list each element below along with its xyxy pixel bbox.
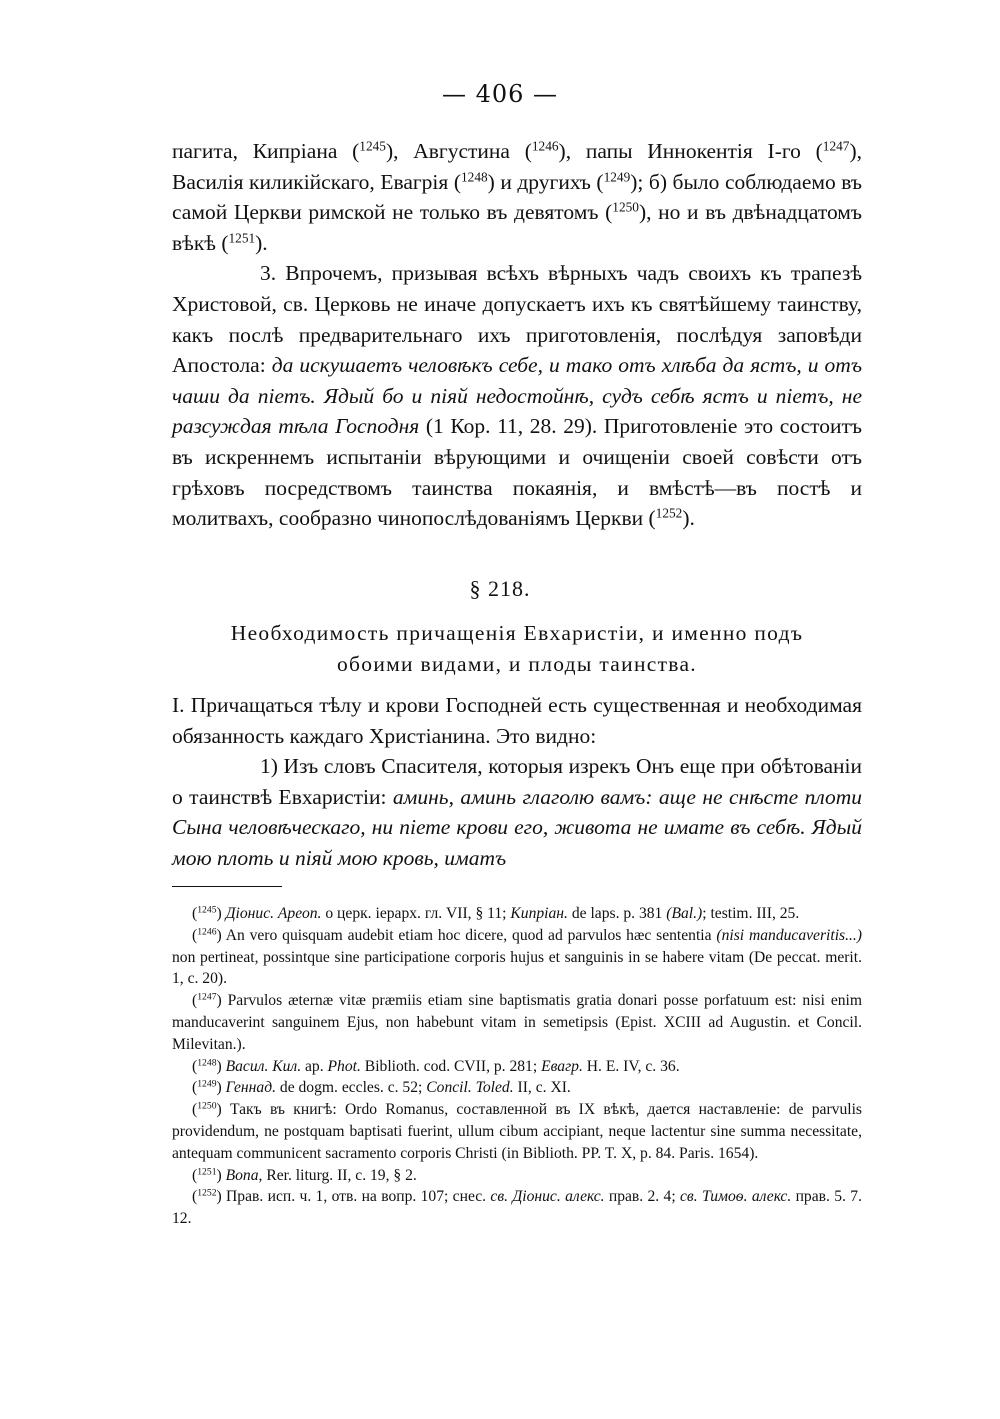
italic-text: Діонис. Ареоп. — [225, 905, 322, 922]
text-run: non pertineat, possintque sine participatione corporis hujus et sanguinis in se habere vitam (De peccat. merit. 1, c. 20). — [172, 948, 862, 988]
text-run: de dogm. eccles. c. 52; — [276, 1079, 427, 1097]
footnote-ref: 1245 — [197, 904, 217, 916]
section-number: § 218. — [469, 576, 531, 601]
footnote-1249 — [172, 1077, 862, 1099]
italic-text: Bona, — [225, 1166, 263, 1184]
text-run: ( — [192, 926, 198, 944]
text-run: ) — [216, 905, 226, 922]
footnote-ref: 1249 — [603, 169, 631, 185]
text-run: прав. 5. 7. 12. — [172, 1188, 862, 1228]
footnotes — [172, 903, 862, 1230]
text-run: Biblioth. cod. CVII, p. 281; — [360, 1057, 542, 1075]
footnote-ref: 1249 — [197, 1079, 217, 1091]
text-run: ), папы Иннокентія I-го ( — [558, 139, 823, 163]
text-run: ) — [216, 1057, 226, 1075]
page-number: — 406 — — [441, 80, 559, 108]
italic-text: Евагр. — [541, 1057, 583, 1075]
text-run: прав. 2. 4; — [604, 1188, 681, 1206]
italic-text: (nisi manducaveritis...) — [716, 926, 863, 944]
text-run: ) Parvulos æternæ vitæ præmiis etiam sine baptismatis gratia donari posse porfatuum est: nisi enim manducaverint sanguinem Ejus, non habebunt vitam in semetipsis (Epist. XCIII ad Augustin. et Concil. Milevitan.). — [172, 992, 862, 1053]
text-run: ( — [192, 1101, 198, 1119]
text-run: ) — [216, 1166, 226, 1184]
text-run: Rer. liturg. II, c. 19, § 2. — [262, 1166, 417, 1184]
text-run: ap. — [301, 1057, 328, 1075]
section-title-line-2: обоими видами, и плоды таинства. — [337, 652, 697, 676]
text-run: de laps. p. 381 — [567, 905, 667, 922]
text-run: ( — [192, 1166, 198, 1184]
footnote-ref: 1251 — [197, 1166, 217, 1178]
text-run: ) и другихъ ( — [487, 169, 604, 194]
italic-text: св. Діонис. алекс. — [490, 1188, 605, 1206]
footnote-ref: 1247 — [197, 991, 217, 1003]
text-run: (1 Кор. 11, 28. 29). Приготовленіе это состоитъ въ искреннемъ испытаніи вѣрующими и очищеніи своей совѣсти отъ грѣховъ посредствомъ таинства покаянія, и вмѣстѣ—въ постѣ и молитвахъ, сообразно чинопослѣдованіямъ Церкви ( — [172, 414, 862, 531]
footnote-ref: 1248 — [460, 169, 488, 185]
footnote-ref: 1251 — [228, 230, 256, 246]
italic-text: Phot. — [327, 1057, 361, 1075]
footnote-1252 — [172, 1186, 862, 1230]
text-run: 1) Изъ словъ Спасителя, которыя изрекъ Онъ еще при обѣтованіи о таинствѣ Евхаристіи: — [172, 754, 862, 809]
text-run: I. Причащаться тѣлу и крови Господней есть существенная и необходимая обязанность каждаго Христіанина. Это видно: — [172, 693, 862, 748]
main-text-upper — [172, 136, 862, 534]
footnote-ref: 1246 — [531, 138, 559, 154]
italic-text: аминь, аминь глаголю вамъ: аще не снѣсте плоти Сына человѣческаго, ни піете крови его, живота не имате въ себѣ. Ядый мою плоть и піяй мою кровь, иматъ — [172, 784, 862, 870]
text-run: ( — [192, 1057, 198, 1075]
footnote-ref: 1252 — [655, 505, 683, 521]
footnote-ref: 1246 — [197, 926, 217, 938]
footnote-ref: 1252 — [197, 1188, 217, 1200]
footnote-1246 — [172, 925, 862, 990]
paragraph-I — [172, 690, 862, 751]
text-run: о церк. іерарх. гл. VII, § 11; — [321, 905, 511, 922]
footnote-ref: 1250 — [612, 199, 639, 215]
text-run: ), Василія киликійскаго, Евагрія ( — [172, 139, 862, 194]
footnote-divider — [172, 886, 282, 887]
text-run: ; testim. III, 25. — [702, 905, 800, 922]
text-run: ) Такъ въ книгѣ: Ordo Romanus, составленной въ IX вѣкѣ, дается наставленіе: de parvulis providendum, ne postquam baptisati fuerint, ullum cibum accipiant, neque lactentur sine summa necessitate, antequam communicent sacramento corporis Christi (in Biblioth. PP. T. X, p. 84. Paris. 1654). — [172, 1101, 862, 1162]
text-run: ) An vero quisquam audebit etiam hoc dicere, quod ad parvulos hæc sententia — [216, 926, 717, 944]
footnote-1245 — [172, 903, 862, 925]
italic-text: Кипріан. — [510, 905, 568, 922]
text-run: ). — [682, 506, 695, 531]
text-run: ), но и въ двѣнадцатомъ вѣкѣ ( — [172, 200, 863, 255]
footnote-ref: 1247 — [822, 138, 850, 154]
text-run: пагита, Кипріана ( — [172, 139, 360, 163]
footnote-ref: 1250 — [197, 1100, 217, 1112]
main-text-lower — [172, 690, 862, 874]
footnote-ref: 1248 — [197, 1057, 217, 1069]
text-run: ) — [216, 1079, 226, 1097]
text-run: ); б) было соблюдаемо въ самой Церкви римской не только въ девятомъ ( — [172, 169, 862, 225]
italic-text: Васил. Кил. — [225, 1057, 302, 1075]
text-run: ( — [192, 905, 198, 922]
footnote-1251 — [172, 1165, 862, 1187]
text-run: ( — [192, 1188, 198, 1206]
text-run: ), Августина ( — [385, 139, 532, 163]
text-run: H. E. IV, c. 36. — [582, 1057, 680, 1075]
text-run: ( — [192, 992, 198, 1010]
italic-text: Concil. Toled. — [426, 1079, 514, 1097]
italic-text: да искушаетъ человѣкъ себе, и тако отъ хлѣба да ястъ, и отъ чаши да піетъ. Ядый бо и піяй недостойнѣ, судъ себѣ ястъ и піетъ, не разсуждая тѣла Господня — [172, 353, 862, 439]
section-title — [172, 618, 862, 680]
italic-text: Геннад. — [225, 1079, 276, 1097]
continued-paragraph — [172, 136, 862, 258]
text-run: ( — [192, 1079, 198, 1097]
footnote-1250 — [172, 1099, 862, 1164]
italic-text: (Bal.) — [666, 905, 703, 922]
footnote-1248 — [172, 1056, 862, 1078]
section-title-line-1: Необходимость причащенія Евхаристіи, и именно подъ — [230, 621, 804, 645]
footnote-ref: 1245 — [359, 138, 386, 154]
paragraph-3 — [172, 258, 862, 533]
text-run: 3. Впрочемъ, призывая всѣхъ вѣрныхъ чадъ своихъ къ трапезѣ Христовой, св. Церковь не иначе допускаетъ ихъ къ святѣйшему таинству, какъ послѣ предварительнаго ихъ приготовленія, послѣдуя заповѣди Апостола: — [172, 261, 862, 378]
text-run: ) Прав. исп. ч. 1, отв. на вопр. 107; снес. — [216, 1188, 491, 1206]
text-run: ). — [255, 230, 268, 255]
italic-text: св. Тимоѳ. алекс. — [680, 1188, 792, 1206]
paragraph-I-1 — [172, 751, 862, 873]
text-run: II, c. XI. — [513, 1079, 571, 1097]
footnote-1247 — [172, 990, 862, 1055]
